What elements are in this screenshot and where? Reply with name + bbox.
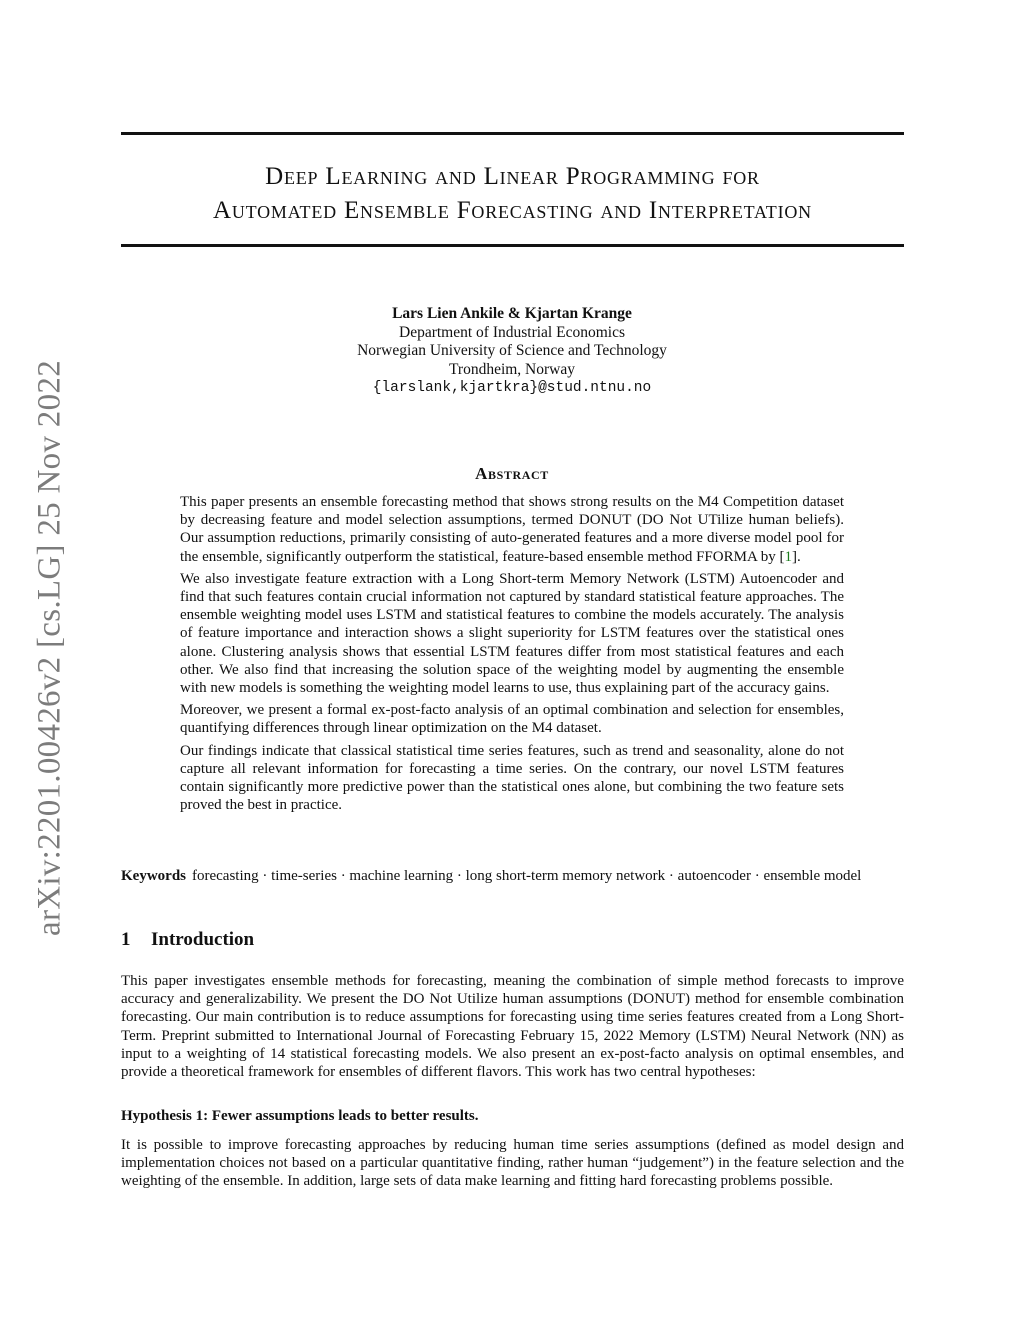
abstract-paragraph-2: We also investigate feature extraction with a Long Short-term Memory Network (LSTM) Autoencoder and find that such features contain crucial information not captured by standard statistical feature approaches. The ensemble weighting model uses LSTM and statistical features to combine the models accurately. The analysis of feature importance and interaction shows a slight superiority for LSTM features over the statistical ones alone. Clustering analysis shows that essential LSTM features differ from most statistical features and each other. We also find that increasing the solution space of the weighting model by augmenting the ensemble with new models is something the weighting model learns to use, thus explaining part of the accuracy gains. (180, 570, 844, 697)
author-names: Lars Lien Ankile & Kjartan Krange (392, 305, 632, 322)
abstract-body (180, 493, 844, 818)
title-line-2: Automated Ensemble Forecasting and Interpretation (213, 197, 812, 224)
arxiv-stamp: arXiv:2201.00426v2 [cs.LG] 25 Nov 2022 (31, 360, 68, 936)
abstract-paragraph-3: Moreover, we present a formal ex-post-facto analysis of an optimal combination and selection for ensembles, quantifying differences through linear optimization on the M4 dataset. (180, 702, 844, 737)
abstract-paragraph-1 (180, 493, 844, 566)
title-bottom-rule (121, 244, 904, 247)
keywords-text: forecasting · time-series · machine learning · long short-term memory network · autoencoder · ensemble model (192, 868, 862, 884)
intro-text: This paper investigates ensemble methods for forecasting, meaning the combination of simple method forecasts to improve accuracy and generalizability. We present the DO Not Utilize human assumptions (DONUT) method for ensemble combination forecasting. Our main contribution is to reduce assumptions for forecasting using time series features created from a Long Short-Term. Preprint submitted to International Journal of Forecasting February 15, 2022 Memory (LSTM) Neural Network (NN) as input to a weighting of 14 statistical forecasting models. We also present an ex-post-facto analysis on optimal ensembles, and provide a theoretical framework for ensembles of different flavors. This work has two central hypotheses: (121, 973, 904, 1081)
author-location: Trondheim, Norway (448, 360, 575, 378)
keywords (121, 867, 904, 886)
hypothesis-body (121, 1136, 904, 1191)
section-number: 1 (121, 929, 131, 950)
author-email: {larslank,kjartkra}@stud.ntnu.no (372, 380, 652, 396)
hypothesis-title: Hypothesis 1: Fewer assumptions leads to better results. (121, 1108, 479, 1124)
intro-paragraph (121, 972, 904, 1081)
hypothesis-text: It is possible to improve forecasting approaches by reducing human time series assumptions (defined as model design and implementation choices not based on a particular quantitative finding, rather human “judgement”) in the feature selection and the weighting of the ensemble. In addition, large sets of data make learning and fitting hard forecasting problems possible. (121, 1137, 904, 1190)
abstract-heading: Abstract (475, 464, 549, 483)
title-line-1: Deep Learning and Linear Programming for (265, 163, 760, 190)
keywords-label: Keywords (121, 868, 186, 884)
abstract-p1-end: ]. (791, 548, 801, 565)
paper-title (121, 160, 904, 228)
abstract-paragraph-4: Our findings indicate that classical statistical time series features, such as trend and seasonality, alone do not capture all relevant information for forecasting a time series. On the contrary, our novel LSTM features contain significantly more predictive power than the statistical ones alone, but combining the two feature sets proved the best in practice. (180, 742, 844, 814)
section-heading-introduction (121, 929, 904, 951)
author-block (200, 305, 824, 398)
author-department: Department of Industrial Economics (399, 323, 625, 341)
citation-link[interactable]: 1 (784, 548, 792, 565)
title-top-rule (121, 132, 904, 135)
author-university: Norwegian University of Science and Technology (357, 342, 667, 359)
section-title: Introduction (151, 929, 255, 950)
abstract-p1-text: This paper presents an ensemble forecasting method that shows strong results on the M4 Competition dataset by decreasing feature and model selection assumptions, termed DONUT (DO Not UTilize human beliefs). Our assumption reductions, primarily consisting of auto-generated features and a more diverse model pool for the ensemble, significantly outperform the statistical, feature-based ensemble method FFORMA by [ (180, 494, 844, 565)
